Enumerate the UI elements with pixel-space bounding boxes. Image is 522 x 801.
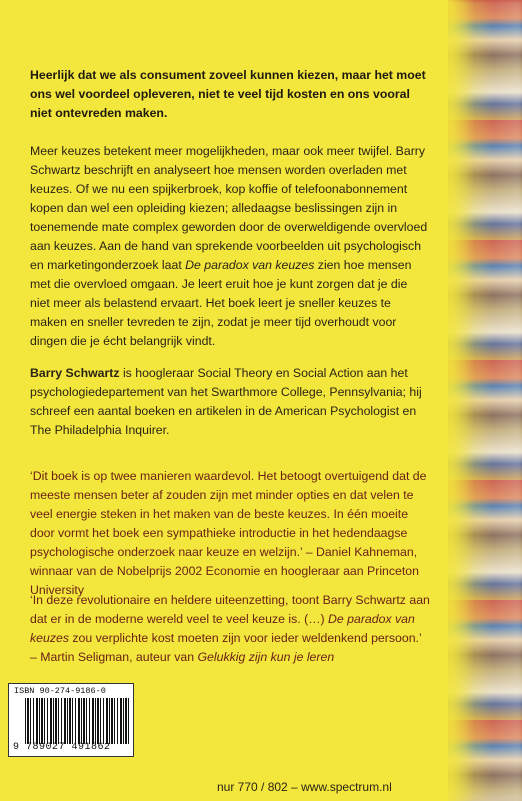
- lead-paragraph: Heerlijk dat we als consument zoveel kunnen kiezen, maar het moet ons wel voordeel opleveren, niet te veel tijd kosten en ons vooral niet ontevreden maken.: [30, 68, 426, 120]
- description-paragraph: [30, 142, 430, 351]
- author-bio: [30, 364, 430, 440]
- isbn-label: ISBN 90-274-9186-0: [14, 686, 106, 696]
- quote-text-2: zou verplichte kost moeten zijn voor ieder weldenkend persoon.’ – Martin Seligman, auteur van: [30, 631, 422, 664]
- author-name: Barry Schwartz: [30, 366, 120, 380]
- review-quote-seligman: [30, 591, 430, 667]
- barcode: [8, 683, 134, 757]
- book-title: De paradox van keuzes: [185, 258, 315, 272]
- ean-number: 9 789027 491862: [13, 742, 111, 753]
- cover-photo-edge: [448, 0, 522, 801]
- description-text-1: Meer keuzes betekent meer mogelijkheden, maar ook meer twijfel. Barry Schwartz beschrijft en analyseert hoe mensen worden overladen met keuzes. Of we nu een spijkerbroek, kop koffie of telefoonabonnement kopen dan wel een opleiding kiezen; alledaagse beslissingen zijn in toenemende mate complex geworden door de overweldigende overvloed aan keuzes. Aan de hand van sprekende voorbeelden uit psychologisch en marketingonderzoek laat: [30, 144, 428, 272]
- footer-text: nur 770 / 802 – www.spectrum.nl: [217, 780, 392, 794]
- barcode-bars: [25, 698, 129, 744]
- quote-other-title: Gelukkig zijn kun je leren: [197, 650, 335, 664]
- quote-text-1: ‘In deze revolutionaire en heldere uiteenzetting, toont Barry Schwartz aan dat er in de moderne wereld veel te veel keuze is. (…): [30, 593, 430, 626]
- description-text-2: zien hoe mensen met die overvloed omgaan. Je leert eruit hoe je kunt zorgen dat je die niet meer als belastend ervaart. Het boek leert je sneller keuzes te maken en sneller tevreden te zijn, zodat je meer tijd overhoudt voor dingen die je écht belangrijk vindt.: [30, 258, 412, 348]
- review-quote-kahneman: ‘Dit boek is op twee manieren waardevol. Het betoogt overtuigend dat de meeste mensen beter af zouden zijn met minder opties en dat velen te veel energie steken in het maken van de beste keuzes. In één moeite door vormt het boek een sympathieke introductie in het hedendaagse psychologische onderzoek naar keuze en welzijn.’ – Daniel Kahneman, winnaar van de Nobelprijs 2002 Economie en hoogleraar aan Princeton University: [30, 469, 427, 597]
- cover-photo-blur: [448, 0, 522, 801]
- author-bio-text: is hoogleraar Social Theory en Social Action aan het psychologiedepartement van het Swarthmore College, Pennsylvania; hij schreef een aantal boeken en artikelen in de American Psychologist en The Philadelphia Inquirer.: [30, 366, 422, 437]
- quote-book-title: De paradox van keuzes: [30, 612, 415, 645]
